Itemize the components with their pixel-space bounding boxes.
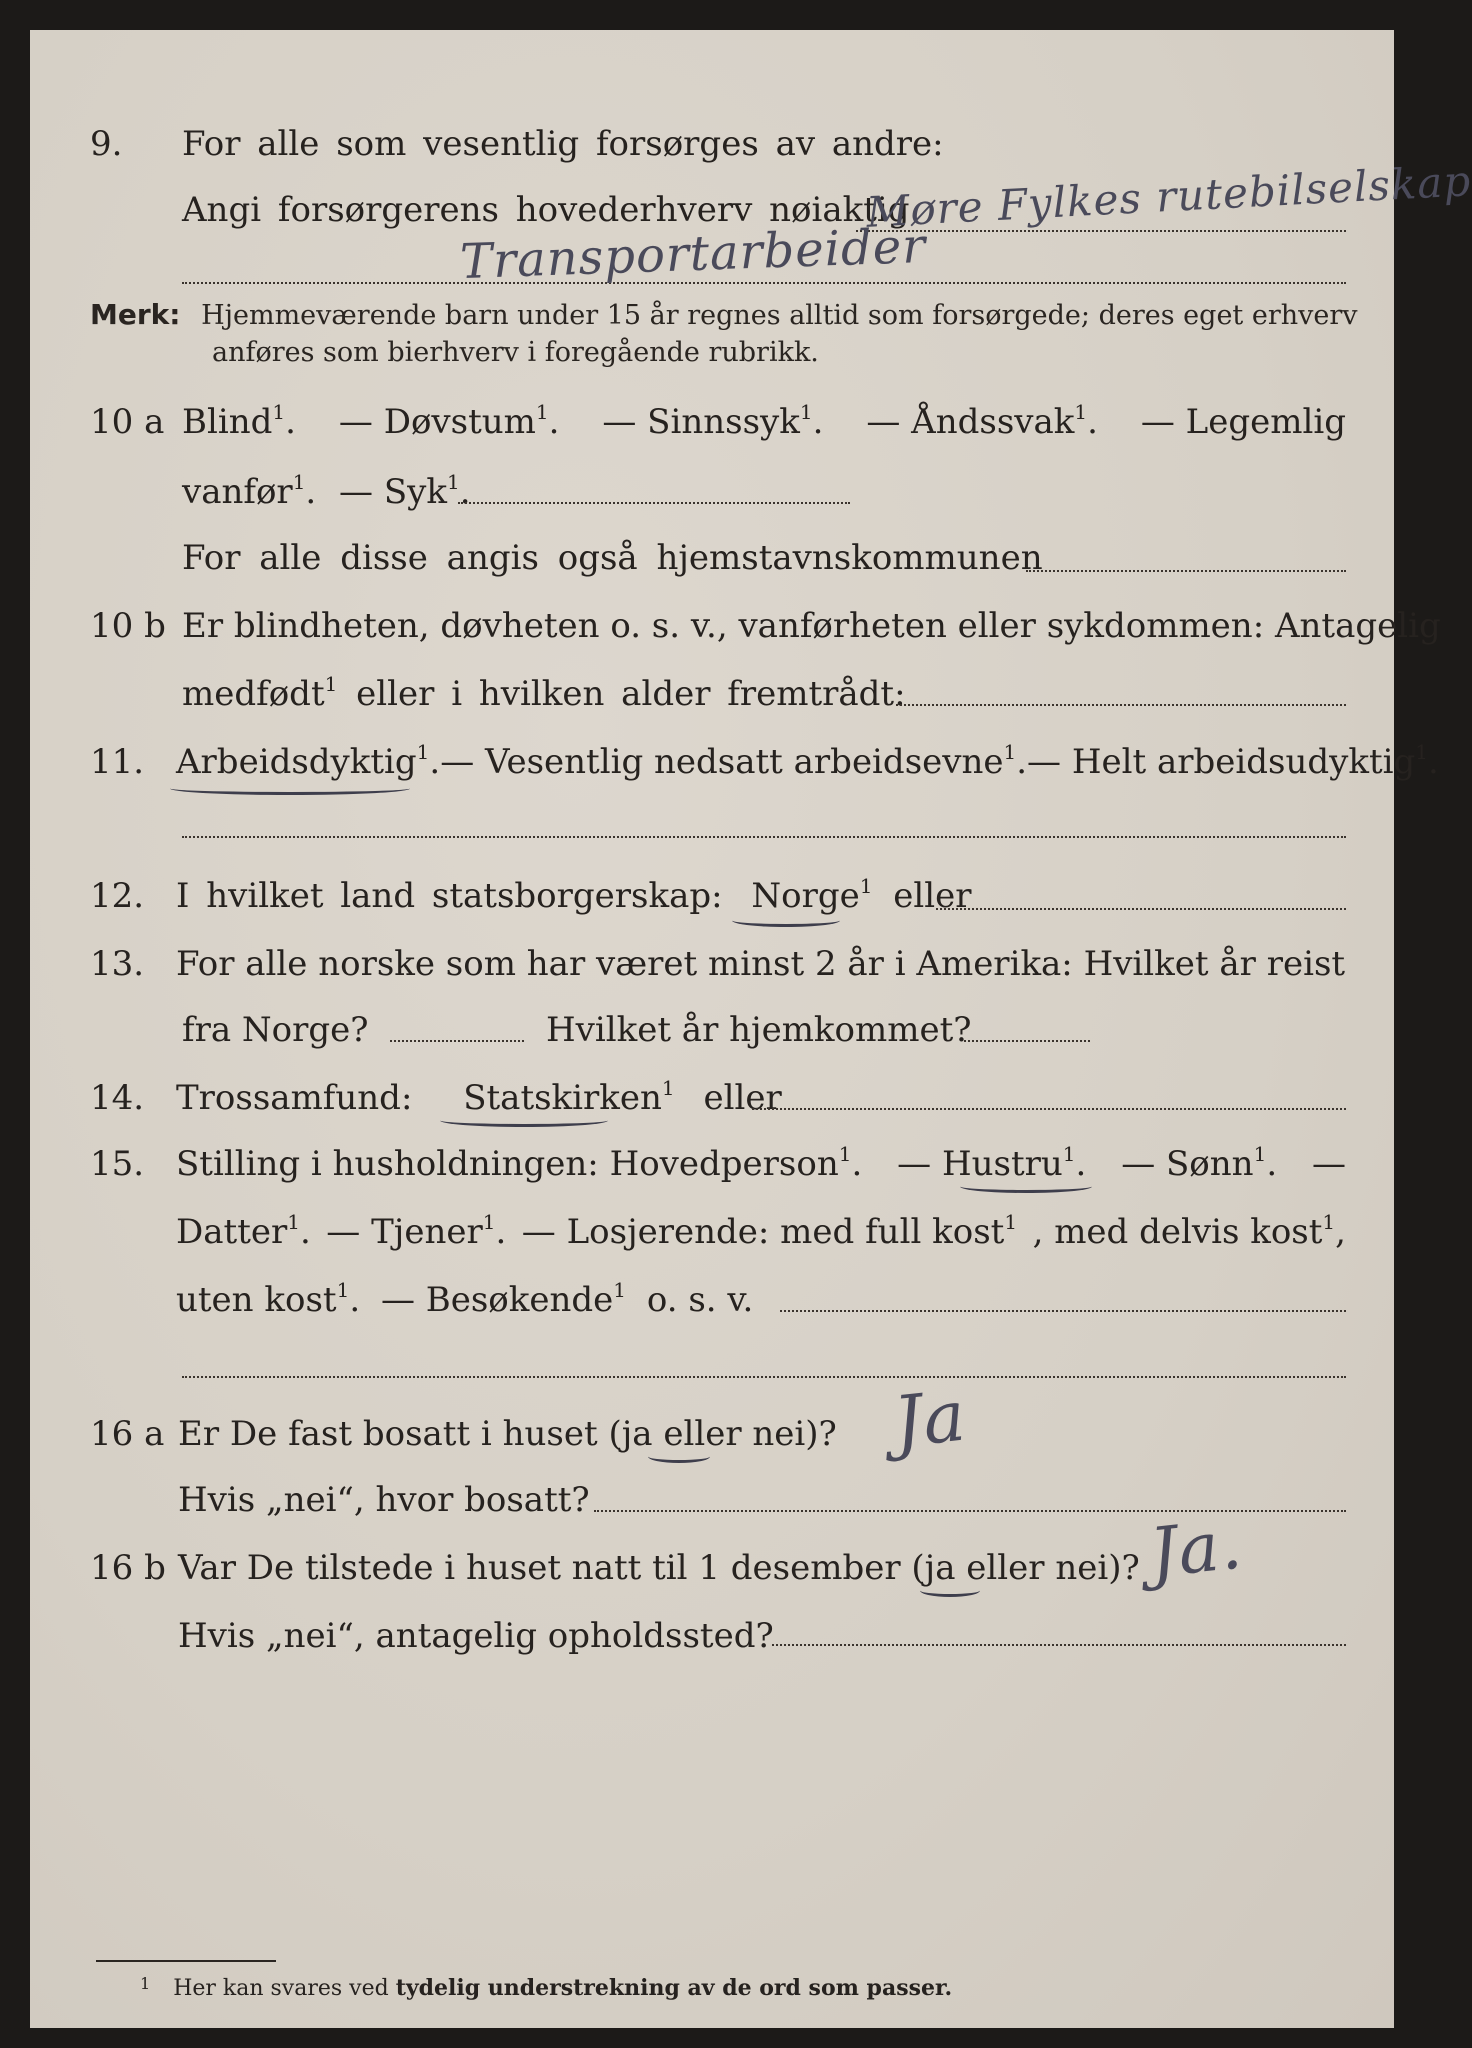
option-blind[interactable]: Blind$^1$. (182, 400, 296, 442)
q10b-line1 (30, 596, 1441, 656)
q10a-text-3: For alle disse angis også hjemstavnskommunen (182, 538, 1043, 578)
q10b-text-1: Er blindheten, døvheten o. s. v., vanførheten eller sykdommen: Antagelig (182, 606, 1441, 646)
q11-number: 11. (90, 742, 145, 782)
q14-handwritten-underline (440, 1114, 608, 1127)
option-hustru[interactable]: — Hustru$^1$. (897, 1142, 1087, 1184)
q12-handwritten-underline (732, 914, 840, 927)
option-vanfor[interactable]: vanfør$^1$. (182, 470, 317, 512)
q9-answer-line-2 (182, 282, 1346, 284)
q16b-line2 (30, 1606, 1394, 1666)
option-syk[interactable]: — Syk$^1$. (339, 470, 471, 512)
q9-handwritten-employer: Møre Fylkes rutebilselskap (865, 156, 1472, 237)
census-form-page (30, 30, 1472, 2028)
option-dovstum[interactable]: — Døvstum$^1$. (338, 400, 560, 442)
q16a-line1 (30, 1404, 1394, 1464)
q13-text-2a: fra Norge? (182, 1010, 369, 1050)
q16b-text-1: Var De tilstede i huset natt til 1 desember (ja eller nei)? (178, 1548, 1140, 1588)
option-statskirken[interactable]: Statskirken$^1$ (463, 1076, 675, 1118)
q16a-text-2: Hvis „nei“, hvor bosatt? (178, 1480, 590, 1520)
q13-line2 (30, 1000, 1394, 1060)
q15-handwritten-underline (960, 1180, 1092, 1193)
q15-line1 (30, 1134, 1394, 1194)
q13-departure-line (390, 1040, 524, 1042)
q13-text-2b: Hvilket år hjemkommet? (546, 1010, 972, 1050)
footnote (140, 1964, 952, 2009)
q10a-options (182, 392, 1346, 452)
footnote-rule (96, 1960, 276, 1962)
option-tjener[interactable]: — Tjener$^1$. (326, 1210, 507, 1252)
q14-text: Trossamfund: (176, 1078, 413, 1118)
option-datter[interactable]: Datter$^1$. (176, 1210, 311, 1252)
q13-text-1: For alle norske som har været minst 2 år i Amerika: Hvilket år reist (176, 944, 1346, 984)
option-delvis-kost[interactable]: , med delvis kost$^1$, (1032, 1210, 1346, 1252)
q10a-line3 (30, 528, 1394, 588)
q15-number: 15. (90, 1144, 145, 1184)
q16a-text-1: Er De fast bosatt i huset (ja eller nei)? (178, 1414, 837, 1454)
q11-answer-line (182, 836, 1346, 838)
q16b-number: 16 b (90, 1548, 166, 1588)
q16b-answer-line (772, 1644, 1346, 1646)
q14-line (30, 1068, 1394, 1128)
q13-return-line (964, 1040, 1090, 1042)
q10b-answer-line (896, 704, 1346, 706)
q13-line1 (30, 934, 1394, 994)
q10a-number: 10 a (90, 402, 165, 442)
q10a-answer-line (458, 502, 850, 504)
footnote-mark: 1 (140, 1974, 151, 1993)
q15-answer-line-1 (780, 1310, 1346, 1312)
q15-osv: o. s. v. (646, 1280, 754, 1320)
q9-handwritten-occupation: Transportarbeider (459, 217, 927, 291)
q16b-handwritten-answer: Ja. (1146, 1505, 1247, 1594)
option-sinnssyk[interactable]: — Sinnssyk$^1$. (602, 400, 824, 442)
q12-answer-line (936, 908, 1346, 910)
option-andssvak[interactable]: — Åndssvak$^1$. (866, 400, 1098, 442)
option-medfodt[interactable]: medfødt$^1$ (182, 672, 338, 714)
q16a-number: 16 a (90, 1414, 165, 1454)
q10b-text-2: eller i hvilken alder fremtrådt: (356, 674, 906, 714)
q14-eller: eller (703, 1078, 782, 1118)
merk-text-2: anføres som bierhverv i foregående rubrikk. (212, 337, 819, 368)
q16a-handwritten-answer: Ja (889, 1374, 970, 1464)
option-losjerende-full-kost[interactable]: — Losjerende: med full kost$^1$ (521, 1210, 1018, 1252)
q11-handwritten-underline (170, 782, 410, 795)
q16b-text-2: Hvis „nei“, antagelig opholdssted? (178, 1616, 774, 1656)
q15-line2 (30, 1202, 1394, 1262)
q15-line3 (30, 1270, 1394, 1330)
q12-number: 12. (90, 876, 145, 916)
option-nedsatt-arbeidsevne[interactable]: — Vesentlig nedsatt arbeidsevne$^1$. (440, 740, 1028, 782)
option-norge[interactable]: Norge$^1$ (751, 874, 873, 916)
option-hovedperson[interactable]: Stilling i husholdningen: Hovedperson$^1$. (176, 1142, 863, 1184)
option-legemlig[interactable]: — Legemlig (1140, 402, 1346, 442)
q12-text: I hvilket land statsborgerskap: (176, 876, 723, 916)
q10b-number: 10 b (90, 606, 166, 646)
q15-answer-line-2 (182, 1376, 1346, 1378)
q10a-line2 (30, 462, 1394, 522)
q10a-line1 (30, 392, 1394, 452)
q14-number: 14. (90, 1078, 145, 1118)
q9-number: 9. (90, 124, 123, 164)
q9-text-1: For alle som vesentlig forsørges av andre: (182, 124, 944, 164)
option-sonn[interactable]: — Sønn$^1$. (1121, 1142, 1278, 1184)
q13-number: 13. (90, 944, 145, 984)
footnote-text-bold: tydelig understrekning av de ord som passer. (395, 1975, 953, 2001)
merk-text-1: Hjemmeværende barn under 15 år regnes alltid som forsørgede; deres eget erhverv (201, 300, 1358, 331)
footnote-text: Her kan svares ved (173, 1976, 389, 2001)
q15-dash: — (1312, 1144, 1346, 1184)
option-uten-kost[interactable]: uten kost$^1$. (176, 1278, 361, 1320)
q12-eller: eller (893, 876, 972, 916)
option-arbeidsudyktig[interactable]: — Helt arbeidsudyktig$^1$. (1027, 740, 1439, 782)
merk-label: Merk: (90, 298, 181, 331)
q14-answer-line (752, 1108, 1346, 1110)
q10a-hometown-line (1026, 570, 1346, 572)
merk-line1 (90, 295, 1358, 336)
option-besokende[interactable]: — Besøkende$^1$ (380, 1278, 627, 1320)
q10b-line2 (30, 664, 1394, 724)
q9-line1 (30, 114, 1394, 174)
q9-text-2: Angi forsørgerens hovederhverv nøiaktig (182, 190, 910, 230)
q12-line (30, 866, 1394, 926)
q16a-handwritten-underline (648, 1450, 710, 1463)
option-arbeidsdyktig[interactable]: Arbeidsdyktig$^1$. (176, 740, 441, 782)
q16b-handwritten-underline (920, 1584, 980, 1597)
